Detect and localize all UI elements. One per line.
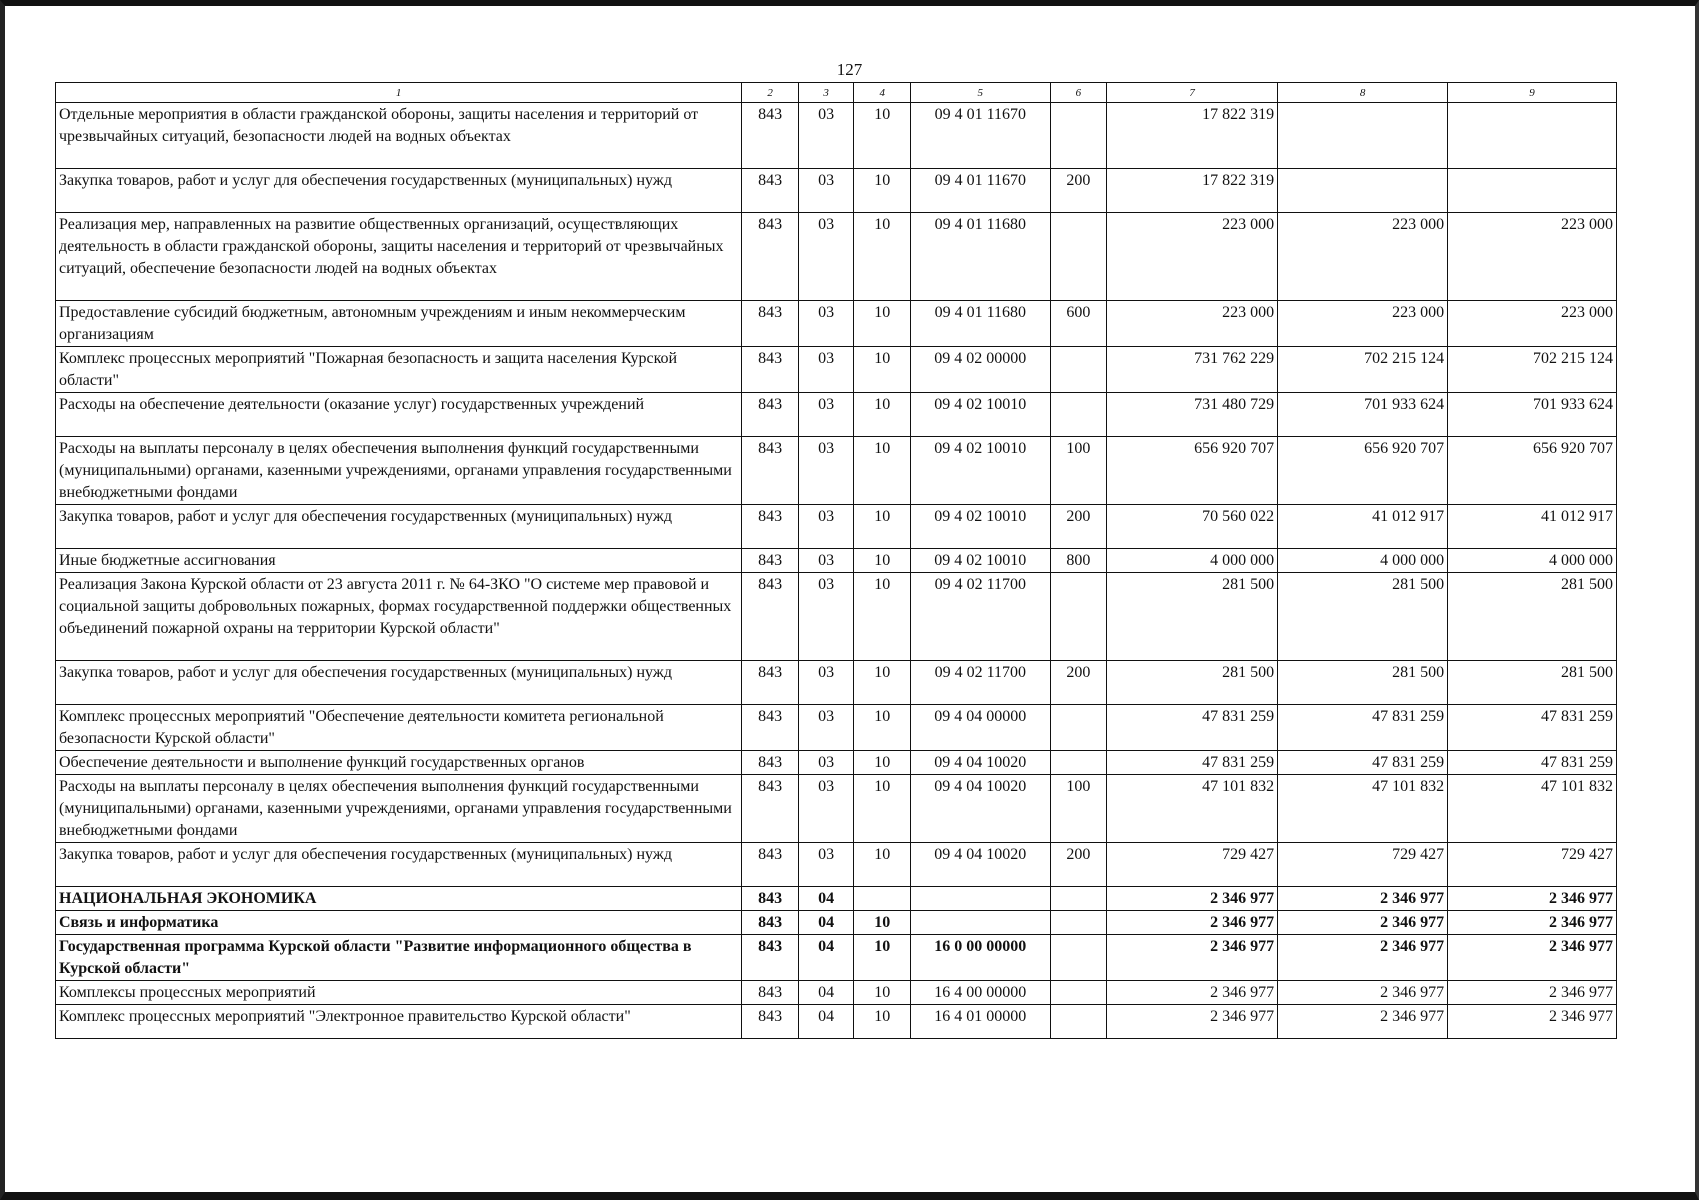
section-code: 03 bbox=[798, 301, 854, 347]
table-body bbox=[56, 103, 1617, 1039]
section-code: 04 bbox=[798, 887, 854, 911]
expense-type-code: 200 bbox=[1050, 843, 1107, 887]
admin-code: 843 bbox=[742, 393, 799, 437]
expense-type-code: 200 bbox=[1050, 505, 1107, 549]
admin-code: 843 bbox=[742, 981, 799, 1005]
target-article-code: 09 4 02 10010 bbox=[911, 437, 1050, 505]
table-row bbox=[56, 911, 1617, 935]
expense-type-code bbox=[1050, 981, 1107, 1005]
amount-year-3: 2 346 977 bbox=[1448, 981, 1617, 1005]
section-code: 03 bbox=[798, 751, 854, 775]
admin-code: 843 bbox=[742, 505, 799, 549]
amount-year-1: 2 346 977 bbox=[1107, 887, 1278, 911]
section-code: 03 bbox=[798, 393, 854, 437]
table-row bbox=[56, 393, 1617, 437]
amount-year-2: 701 933 624 bbox=[1278, 393, 1448, 437]
amount-year-2: 702 215 124 bbox=[1278, 347, 1448, 393]
target-article-code: 09 4 01 11670 bbox=[911, 169, 1050, 213]
subsection-code: 10 bbox=[854, 911, 911, 935]
row-name: Комплексы процессных мероприятий bbox=[56, 981, 742, 1005]
admin-code: 843 bbox=[742, 705, 799, 751]
row-name: Государственная программа Курской области "Развитие информационного общества в Курской области" bbox=[56, 935, 742, 981]
amount-year-3 bbox=[1448, 103, 1617, 169]
table-row bbox=[56, 573, 1617, 661]
admin-code: 843 bbox=[742, 843, 799, 887]
expense-type-code: 200 bbox=[1050, 169, 1107, 213]
amount-year-2: 2 346 977 bbox=[1278, 911, 1448, 935]
table-row bbox=[56, 103, 1617, 169]
column-header: 4 bbox=[854, 83, 911, 103]
amount-year-3: 281 500 bbox=[1448, 573, 1617, 661]
expense-type-code bbox=[1050, 1005, 1107, 1039]
amount-year-2: 281 500 bbox=[1278, 573, 1448, 661]
page-number: 127 bbox=[836, 60, 863, 79]
amount-year-1: 729 427 bbox=[1107, 843, 1278, 887]
section-code: 03 bbox=[798, 775, 854, 843]
amount-year-3: 2 346 977 bbox=[1448, 911, 1617, 935]
amount-year-2: 656 920 707 bbox=[1278, 437, 1448, 505]
amount-year-3: 223 000 bbox=[1448, 301, 1617, 347]
amount-year-1: 223 000 bbox=[1107, 301, 1278, 347]
section-code: 03 bbox=[798, 213, 854, 301]
expense-type-code: 800 bbox=[1050, 549, 1107, 573]
amount-year-2 bbox=[1278, 169, 1448, 213]
amount-year-2: 2 346 977 bbox=[1278, 1005, 1448, 1039]
subsection-code: 10 bbox=[854, 1005, 911, 1039]
admin-code: 843 bbox=[742, 751, 799, 775]
amount-year-1: 281 500 bbox=[1107, 661, 1278, 705]
target-article-code: 09 4 02 11700 bbox=[911, 661, 1050, 705]
table-row bbox=[56, 169, 1617, 213]
subsection-code: 10 bbox=[854, 103, 911, 169]
amount-year-3: 656 920 707 bbox=[1448, 437, 1617, 505]
admin-code: 843 bbox=[742, 887, 799, 911]
amount-year-3: 702 215 124 bbox=[1448, 347, 1617, 393]
amount-year-2: 41 012 917 bbox=[1278, 505, 1448, 549]
expense-type-code bbox=[1050, 393, 1107, 437]
expense-type-code: 100 bbox=[1050, 437, 1107, 505]
target-article-code: 09 4 04 00000 bbox=[911, 705, 1050, 751]
amount-year-3: 2 346 977 bbox=[1448, 935, 1617, 981]
amount-year-3: 701 933 624 bbox=[1448, 393, 1617, 437]
subsection-code bbox=[854, 887, 911, 911]
row-name: Комплекс процессных мероприятий "Обеспечение деятельности комитета региональной безопасности Курской области" bbox=[56, 705, 742, 751]
amount-year-1: 70 560 022 bbox=[1107, 505, 1278, 549]
row-name: Иные бюджетные ассигнования bbox=[56, 549, 742, 573]
table-row bbox=[56, 347, 1617, 393]
amount-year-2: 47 101 832 bbox=[1278, 775, 1448, 843]
table-row bbox=[56, 437, 1617, 505]
row-name: Реализация мер, направленных на развитие общественных организаций, осуществляющих деятельность в области гражданской обороны, защиты населения и территорий от чрезвычайных ситуаций, обеспечение безопасности людей на водных объектах bbox=[56, 213, 742, 301]
table-row bbox=[56, 213, 1617, 301]
table-row bbox=[56, 981, 1617, 1005]
table-row bbox=[56, 505, 1617, 549]
table-row bbox=[56, 887, 1617, 911]
amount-year-1: 656 920 707 bbox=[1107, 437, 1278, 505]
expense-type-code bbox=[1050, 705, 1107, 751]
target-article-code: 16 4 00 00000 bbox=[911, 981, 1050, 1005]
admin-code: 843 bbox=[742, 911, 799, 935]
column-header: 2 bbox=[742, 83, 799, 103]
section-code: 03 bbox=[798, 169, 854, 213]
column-header: 9 bbox=[1448, 83, 1617, 103]
target-article-code: 09 4 02 11700 bbox=[911, 573, 1050, 661]
column-header: 5 bbox=[911, 83, 1050, 103]
expense-type-code bbox=[1050, 751, 1107, 775]
amount-year-2: 47 831 259 bbox=[1278, 705, 1448, 751]
admin-code: 843 bbox=[742, 775, 799, 843]
target-article-code bbox=[911, 911, 1050, 935]
section-code: 03 bbox=[798, 843, 854, 887]
admin-code: 843 bbox=[742, 301, 799, 347]
table-row bbox=[56, 705, 1617, 751]
section-code: 03 bbox=[798, 347, 854, 393]
column-header: 8 bbox=[1278, 83, 1448, 103]
amount-year-1: 47 831 259 bbox=[1107, 751, 1278, 775]
row-name: Комплекс процессных мероприятий "Электронное правительство Курской области" bbox=[56, 1005, 742, 1039]
column-header: 3 bbox=[798, 83, 854, 103]
section-code: 04 bbox=[798, 935, 854, 981]
amount-year-1: 2 346 977 bbox=[1107, 1005, 1278, 1039]
admin-code: 843 bbox=[742, 437, 799, 505]
amount-year-1: 2 346 977 bbox=[1107, 981, 1278, 1005]
column-header: 6 bbox=[1050, 83, 1107, 103]
row-name: НАЦИОНАЛЬНАЯ ЭКОНОМИКА bbox=[56, 887, 742, 911]
amount-year-3: 47 101 832 bbox=[1448, 775, 1617, 843]
subsection-code: 10 bbox=[854, 549, 911, 573]
table-row bbox=[56, 661, 1617, 705]
subsection-code: 10 bbox=[854, 981, 911, 1005]
admin-code: 843 bbox=[742, 347, 799, 393]
subsection-code: 10 bbox=[854, 301, 911, 347]
row-name: Закупка товаров, работ и услуг для обеспечения государственных (муниципальных) нужд bbox=[56, 843, 742, 887]
column-header: 1 bbox=[56, 83, 742, 103]
expense-type-code: 200 bbox=[1050, 661, 1107, 705]
table-row bbox=[56, 301, 1617, 347]
admin-code: 843 bbox=[742, 935, 799, 981]
row-name: Закупка товаров, работ и услуг для обеспечения государственных (муниципальных) нужд bbox=[56, 661, 742, 705]
subsection-code: 10 bbox=[854, 661, 911, 705]
amount-year-2: 223 000 bbox=[1278, 213, 1448, 301]
row-name: Предоставление субсидий бюджетным, автономным учреждениям и иным некоммерческим организациям bbox=[56, 301, 742, 347]
target-article-code: 09 4 02 10010 bbox=[911, 393, 1050, 437]
subsection-code: 10 bbox=[854, 573, 911, 661]
admin-code: 843 bbox=[742, 213, 799, 301]
amount-year-1: 731 480 729 bbox=[1107, 393, 1278, 437]
amount-year-2: 47 831 259 bbox=[1278, 751, 1448, 775]
row-name: Реализация Закона Курской области от 23 августа 2011 г. № 64-ЗКО "О системе мер правовой и социальной защиты добровольных пожарных, формах государственной поддержки общественных объединений пожарной охраны на территории Курской области" bbox=[56, 573, 742, 661]
table-row bbox=[56, 1005, 1617, 1039]
row-name: Расходы на выплаты персоналу в целях обеспечения выполнения функций государственными (муниципальными) органами, казенными учреждениями, органами управления государственными внебюджетными фондами bbox=[56, 775, 742, 843]
section-code: 03 bbox=[798, 661, 854, 705]
amount-year-2: 2 346 977 bbox=[1278, 935, 1448, 981]
subsection-code: 10 bbox=[854, 169, 911, 213]
subsection-code: 10 bbox=[854, 751, 911, 775]
row-name: Закупка товаров, работ и услуг для обеспечения государственных (муниципальных) нужд bbox=[56, 505, 742, 549]
subsection-code: 10 bbox=[854, 843, 911, 887]
expense-type-code: 100 bbox=[1050, 775, 1107, 843]
expense-type-code bbox=[1050, 935, 1107, 981]
expense-type-code bbox=[1050, 573, 1107, 661]
amount-year-1: 4 000 000 bbox=[1107, 549, 1278, 573]
subsection-code: 10 bbox=[854, 437, 911, 505]
target-article-code: 09 4 02 00000 bbox=[911, 347, 1050, 393]
subsection-code: 10 bbox=[854, 775, 911, 843]
amount-year-1: 281 500 bbox=[1107, 573, 1278, 661]
target-article-code bbox=[911, 887, 1050, 911]
subsection-code: 10 bbox=[854, 347, 911, 393]
admin-code: 843 bbox=[742, 169, 799, 213]
row-name: Комплекс процессных мероприятий "Пожарная безопасность и защита населения Курской области" bbox=[56, 347, 742, 393]
expense-type-code bbox=[1050, 347, 1107, 393]
expense-type-code: 600 bbox=[1050, 301, 1107, 347]
amount-year-3: 2 346 977 bbox=[1448, 887, 1617, 911]
amount-year-1: 2 346 977 bbox=[1107, 911, 1278, 935]
subsection-code: 10 bbox=[854, 705, 911, 751]
column-header: 7 bbox=[1107, 83, 1278, 103]
amount-year-3: 2 346 977 bbox=[1448, 1005, 1617, 1039]
amount-year-3: 47 831 259 bbox=[1448, 751, 1617, 775]
amount-year-3: 47 831 259 bbox=[1448, 705, 1617, 751]
budget-table bbox=[55, 82, 1617, 1039]
amount-year-2: 2 346 977 bbox=[1278, 887, 1448, 911]
target-article-code: 09 4 02 10010 bbox=[911, 549, 1050, 573]
section-code: 03 bbox=[798, 549, 854, 573]
admin-code: 843 bbox=[742, 573, 799, 661]
admin-code: 843 bbox=[742, 1005, 799, 1039]
amount-year-1: 47 831 259 bbox=[1107, 705, 1278, 751]
table-row bbox=[56, 843, 1617, 887]
target-article-code: 09 4 01 11670 bbox=[911, 103, 1050, 169]
expense-type-code bbox=[1050, 911, 1107, 935]
row-name: Закупка товаров, работ и услуг для обеспечения государственных (муниципальных) нужд bbox=[56, 169, 742, 213]
amount-year-1: 731 762 229 bbox=[1107, 347, 1278, 393]
amount-year-3: 41 012 917 bbox=[1448, 505, 1617, 549]
subsection-code: 10 bbox=[854, 505, 911, 549]
expense-type-code bbox=[1050, 213, 1107, 301]
subsection-code: 10 bbox=[854, 393, 911, 437]
amount-year-2: 281 500 bbox=[1278, 661, 1448, 705]
amount-year-1: 2 346 977 bbox=[1107, 935, 1278, 981]
subsection-code: 10 bbox=[854, 213, 911, 301]
row-name: Связь и информатика bbox=[56, 911, 742, 935]
section-code: 03 bbox=[798, 103, 854, 169]
target-article-code: 09 4 01 11680 bbox=[911, 301, 1050, 347]
table-row bbox=[56, 549, 1617, 573]
table-row bbox=[56, 775, 1617, 843]
amount-year-2: 223 000 bbox=[1278, 301, 1448, 347]
admin-code: 843 bbox=[742, 103, 799, 169]
target-article-code: 16 4 01 00000 bbox=[911, 1005, 1050, 1039]
expense-type-code bbox=[1050, 103, 1107, 169]
row-name: Расходы на обеспечение деятельности (оказание услуг) государственных учреждений bbox=[56, 393, 742, 437]
amount-year-2: 729 427 bbox=[1278, 843, 1448, 887]
amount-year-3: 729 427 bbox=[1448, 843, 1617, 887]
row-name: Отдельные мероприятия в области гражданской обороны, защиты населения и территорий от чрезвычайных ситуаций, безопасности людей на водных объектах bbox=[56, 103, 742, 169]
target-article-code: 09 4 02 10010 bbox=[911, 505, 1050, 549]
amount-year-1: 17 822 319 bbox=[1107, 103, 1278, 169]
amount-year-3 bbox=[1448, 169, 1617, 213]
amount-year-1: 17 822 319 bbox=[1107, 169, 1278, 213]
target-article-code: 09 4 04 10020 bbox=[911, 751, 1050, 775]
amount-year-1: 223 000 bbox=[1107, 213, 1278, 301]
subsection-code: 10 bbox=[854, 935, 911, 981]
section-code: 03 bbox=[798, 437, 854, 505]
target-article-code: 09 4 01 11680 bbox=[911, 213, 1050, 301]
admin-code: 843 bbox=[742, 549, 799, 573]
amount-year-2: 4 000 000 bbox=[1278, 549, 1448, 573]
section-code: 03 bbox=[798, 505, 854, 549]
row-name: Обеспечение деятельности и выполнение функций государственных органов bbox=[56, 751, 742, 775]
section-code: 04 bbox=[798, 981, 854, 1005]
amount-year-1: 47 101 832 bbox=[1107, 775, 1278, 843]
target-article-code: 09 4 04 10020 bbox=[911, 843, 1050, 887]
amount-year-3: 4 000 000 bbox=[1448, 549, 1617, 573]
amount-year-3: 223 000 bbox=[1448, 213, 1617, 301]
admin-code: 843 bbox=[742, 661, 799, 705]
section-code: 04 bbox=[798, 1005, 854, 1039]
amount-year-3: 281 500 bbox=[1448, 661, 1617, 705]
table-row bbox=[56, 751, 1617, 775]
row-name: Расходы на выплаты персоналу в целях обеспечения выполнения функций государственными (муниципальными) органами, казенными учреждениями, органами управления государственными внебюджетными фондами bbox=[56, 437, 742, 505]
amount-year-2: 2 346 977 bbox=[1278, 981, 1448, 1005]
section-code: 04 bbox=[798, 911, 854, 935]
section-code: 03 bbox=[798, 705, 854, 751]
target-article-code: 16 0 00 00000 bbox=[911, 935, 1050, 981]
column-number-header bbox=[56, 83, 1617, 103]
section-code: 03 bbox=[798, 573, 854, 661]
amount-year-2 bbox=[1278, 103, 1448, 169]
target-article-code: 09 4 04 10020 bbox=[911, 775, 1050, 843]
expense-type-code bbox=[1050, 887, 1107, 911]
table-row bbox=[56, 935, 1617, 981]
